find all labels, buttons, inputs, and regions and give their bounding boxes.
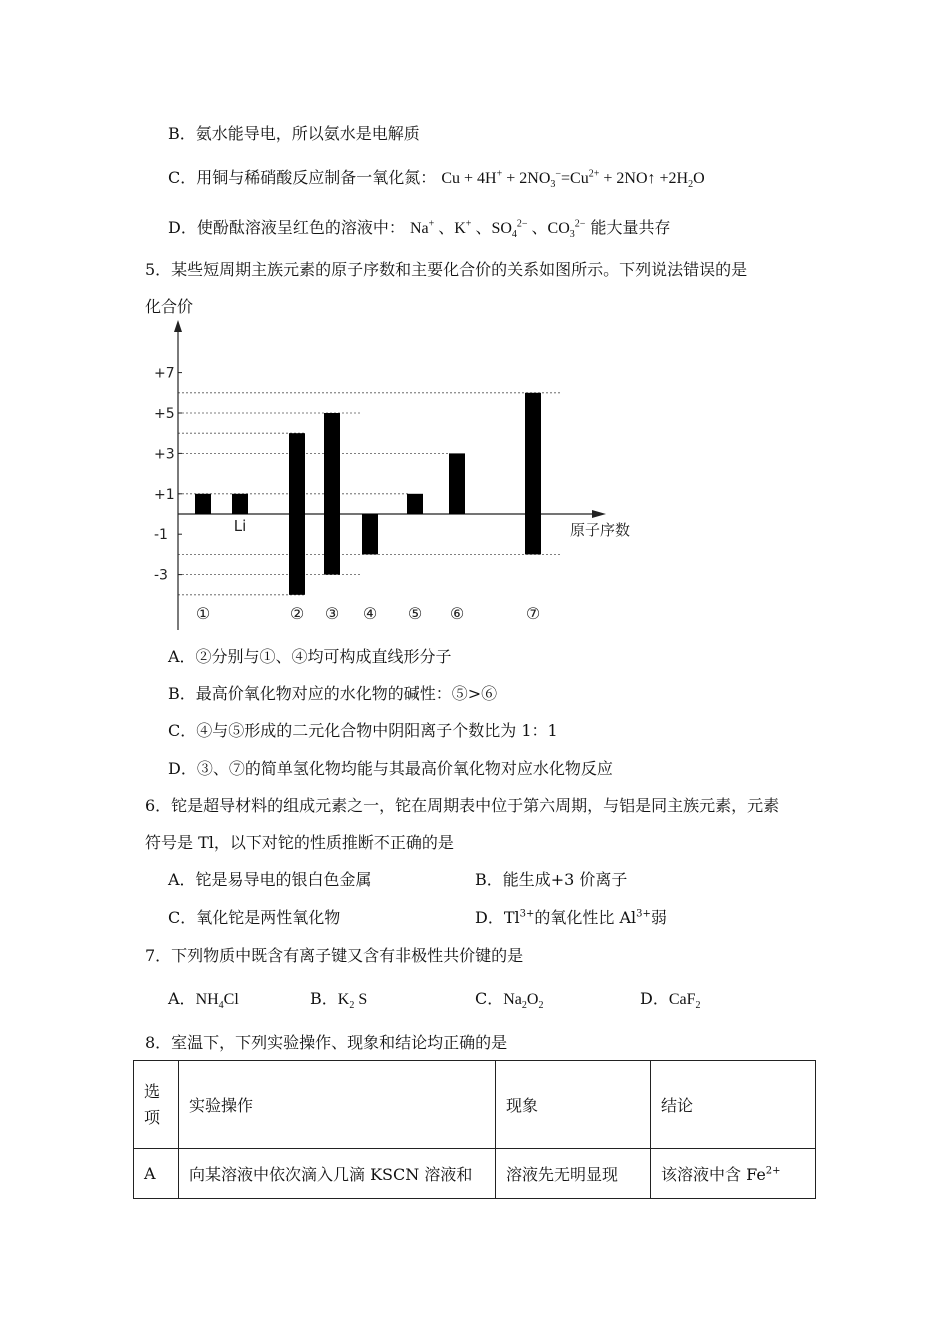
q5-option-a: A．②分别与①、④均可构成直线形分子: [168, 647, 452, 666]
category-label: ③: [324, 604, 340, 623]
y-tick-label: -1: [154, 527, 168, 544]
y-tick-label: +3: [154, 446, 175, 463]
bar-2: [232, 494, 248, 514]
q6-option-b: B．能生成+3 价离子: [475, 870, 628, 889]
table-header-cell: 选项: [134, 1061, 179, 1149]
q5-option-d: D．③、⑦的简单氢化物均能与其最高价氧化物对应水化物反应: [168, 759, 613, 778]
q5-option-b: B．最高价氧化物对应的水化物的碱性：⑤>⑥: [168, 684, 498, 703]
table-header-cell: 实验操作: [179, 1061, 496, 1149]
q6-option-c: C．氧化铊是两性氧化物: [168, 908, 341, 927]
table-row: [134, 1149, 816, 1199]
category-label: ④: [362, 604, 378, 623]
x-axis-arrow: [592, 510, 606, 518]
q6-stem-line1: 6．铊是超导材料的组成元素之一，铊在周期表中位于第六周期，与铝是同主族元素，元素: [145, 796, 780, 815]
q7-option-b-formula: $K_2$ S: [337, 991, 368, 1012]
q6-option-d-mid: 的氧化性比 Al: [534, 908, 637, 927]
q7-option-d-letter: D．: [640, 989, 669, 1008]
q7-option-c-formula: $Na_2O_2$: [503, 991, 544, 1012]
y-axis-arrow: [174, 320, 182, 332]
q7-option-a-letter: A．: [168, 989, 196, 1008]
q6-stem-line2: 符号是 Tl，以下对铊的性质推断不正确的是: [145, 833, 454, 852]
table-cell: 向某溶液中依次滴入几滴 KSCN 溶液和: [179, 1149, 496, 1199]
q6-option-d-suffix: 弱: [650, 908, 667, 927]
q7-option-a-formula: $NH_4Cl$: [195, 991, 239, 1012]
category-label: ⑦: [525, 604, 541, 623]
li-label: Li: [233, 517, 247, 535]
bar-4: [324, 413, 340, 575]
q7-option-a: [168, 988, 239, 1011]
q4-option-c: [168, 167, 705, 190]
q6-option-d-prefix: D．Tl: [475, 908, 520, 927]
table-header-cell: 现象: [496, 1061, 651, 1149]
q8-stem: 8．室温下，下列实验操作、现象和结论均正确的是: [145, 1033, 508, 1052]
q5-option-c: C．④与⑤形成的二元化合物中阴阳离子个数比为 1：1: [168, 721, 558, 740]
y-tick-label: +1: [154, 486, 175, 503]
y-tick-label: -3: [154, 567, 168, 584]
q7-option-b: [310, 988, 367, 1011]
q7-option-d: [640, 988, 701, 1011]
q7-option-d-formula: CaF$_2$: [668, 991, 701, 1012]
chart-ylabel: 化合价: [145, 297, 194, 316]
category-label: ①: [195, 604, 211, 623]
valence-chart: [140, 318, 660, 638]
q8-table: [133, 1060, 816, 1199]
q7-option-c-letter: C．: [475, 989, 504, 1008]
category-label: ⑤: [407, 604, 423, 623]
table-cell: 溶液先无明显现: [496, 1149, 651, 1199]
q6-option-d: D．$Tl^{3+}$的氧化性比 $Al^{3+}$弱: [475, 908, 667, 927]
q7-stem: 7．下列物质中既含有离子键又含有非极性共价键的是: [145, 946, 524, 965]
q7-option-b-letter: B．: [310, 989, 338, 1008]
bar-1: [195, 494, 211, 514]
category-label: ⑥: [449, 604, 465, 623]
y-tick-label: +5: [154, 406, 175, 422]
q4-option-d: [168, 217, 671, 240]
table-cell: A: [134, 1149, 179, 1199]
category-label: ②: [289, 604, 305, 623]
bar-5: [362, 514, 378, 554]
x-axis-title: 原子序数: [570, 521, 631, 539]
y-tick-label: +7: [154, 365, 175, 382]
bar-6: [407, 494, 423, 514]
q4-option-c-text: C．用铜与稀硝酸反应制备一氧化氮：: [168, 168, 437, 187]
bar-3: [289, 433, 305, 595]
q4-option-d-text: D．使酚酞溶液呈红色的溶液中：: [168, 218, 405, 237]
bar-7: [449, 453, 465, 514]
q7-option-c: [475, 988, 543, 1011]
q4-option-d-ions: Na+ 、K+ 、$SO_4^{2-}$ 、$CO_3^{2-}$: [409, 218, 586, 241]
q4-option-b: B．氨水能导电，所以氨水是电解质: [168, 124, 420, 143]
table-cell: 该溶液中含 $Fe^{2+}$: [651, 1149, 816, 1199]
bar-8: [525, 393, 541, 555]
q6-option-a: A．铊是易导电的银白色金属: [168, 870, 372, 889]
q5-stem: 5．某些短周期主族元素的原子序数和主要化合价的关系如图所示。下列说法错误的是: [145, 260, 748, 279]
q4-option-c-equation: $Cu + 4H^+ + 2NO_3^-=Cu^{2+}$ + 2NO↑ $+2H_2O$: [441, 168, 705, 191]
q4-option-d-suffix: 能大量共存: [590, 218, 671, 237]
table-header-row: [134, 1061, 816, 1149]
table-header-cell: 结论: [651, 1061, 816, 1149]
